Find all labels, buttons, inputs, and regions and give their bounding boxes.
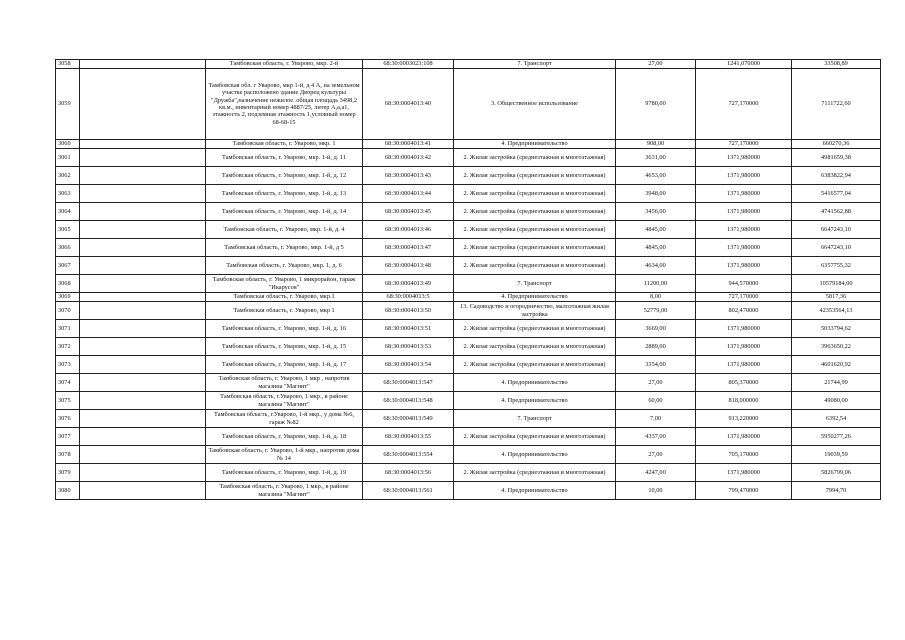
blank-column [80, 428, 206, 446]
land-use-cell: 2. Жилая застройка (среднеэтажная и многоэтажная) [454, 239, 616, 257]
row-number: 3068 [56, 275, 80, 293]
address-cell: Тамбовская область, г. Уварово, мкр. 1-й, д. 11 [206, 149, 363, 167]
cadastral-value-cell: 19039,59 [792, 446, 881, 464]
cadastral-value-cell: 6383822,94 [792, 167, 881, 185]
address-cell: Тамбовская область, г. Уварово, 1 мкр , напротив магазина "Магнит" [206, 374, 363, 392]
row-number: 3071 [56, 320, 80, 338]
blank-column [80, 446, 206, 464]
cadastral-number-cell: 68:30:0004013:547 [363, 374, 454, 392]
table-row [56, 203, 881, 221]
blank-column [80, 149, 206, 167]
specific-value-cell: 944,570000 [696, 275, 792, 293]
cadastral-value-cell: 5416577,04 [792, 185, 881, 203]
cadastral-value-cell: 4601620,92 [792, 356, 881, 374]
cadastral-number-cell: 68:30:0004013:40 [363, 69, 454, 140]
cadastral-value-cell: 6647243,10 [792, 221, 881, 239]
cadastral-value-cell: 42353564,13 [792, 302, 881, 320]
cadastral-number-cell: 68:30:0004013:548 [363, 392, 454, 410]
area-cell: 9780,00 [616, 69, 696, 140]
blank-column [80, 69, 206, 140]
blank-column [80, 392, 206, 410]
area-cell: 27,00 [616, 446, 696, 464]
blank-column [80, 293, 206, 302]
land-use-cell: 2. Жилая застройка (среднеэтажная и многоэтажная) [454, 185, 616, 203]
area-cell: 52779,00 [616, 302, 696, 320]
cadastral-number-cell: 68:30:0004013:554 [363, 446, 454, 464]
specific-value-cell: 1371,980000 [696, 338, 792, 356]
cadastral-value-cell: 6357755,32 [792, 257, 881, 275]
blank-column [80, 275, 206, 293]
row-number: 3072 [56, 338, 80, 356]
area-cell: 3456,00 [616, 203, 696, 221]
row-number: 3077 [56, 428, 80, 446]
cadastral-number-cell: 68:30:0004013:48 [363, 257, 454, 275]
blank-column [80, 140, 206, 149]
land-use-cell: 4. Предпринимательство [454, 374, 616, 392]
table-row [56, 338, 881, 356]
cadastral-value-cell: 6392,54 [792, 410, 881, 428]
blank-column [80, 257, 206, 275]
specific-value-cell: 799,470000 [696, 482, 792, 500]
specific-value-cell: 727,170000 [696, 293, 792, 302]
row-number: 3064 [56, 203, 80, 221]
land-use-cell: 7. Транспорт [454, 60, 616, 69]
address-cell: Тамбовская область, г. Уварово, 1 мкр., в районе магазина "Магнит" [206, 482, 363, 500]
address-cell: Тамбовская область, г. Уварово, мкр.1 [206, 293, 363, 302]
table-row [56, 302, 881, 320]
row-number: 3069 [56, 293, 80, 302]
specific-value-cell: 805,370000 [696, 374, 792, 392]
table-row [56, 140, 881, 149]
land-use-cell: 2. Жилая застройка (среднеэтажная и многоэтажная) [454, 221, 616, 239]
area-cell: 8,00 [616, 293, 696, 302]
cadastral-number-cell: 68:30:0004013:43 [363, 167, 454, 185]
land-use-cell: 7. Транспорт [454, 410, 616, 428]
blank-column [80, 239, 206, 257]
area-cell: 7,00 [616, 410, 696, 428]
cadastral-number-cell: 68:30:0004013:42 [363, 149, 454, 167]
row-number: 3066 [56, 239, 80, 257]
cadastral-value-table [55, 59, 881, 500]
row-number: 3063 [56, 185, 80, 203]
cadastral-number-cell: 68:30:0004013:561 [363, 482, 454, 500]
specific-value-cell: 818,000000 [696, 392, 792, 410]
specific-value-cell: 1371,980000 [696, 203, 792, 221]
address-cell: Тамбовская область, г. Уварово, мкр. 1-й, д. 18 [206, 428, 363, 446]
table-row [56, 428, 881, 446]
land-use-cell: 13. Садоводство и огородничество, малоэтажная жилая застройка [454, 302, 616, 320]
land-use-cell: 7. Транспорт [454, 275, 616, 293]
cadastral-value-cell: 660270,36 [792, 140, 881, 149]
land-use-cell: 4. Предпринимательство [454, 140, 616, 149]
area-cell: 10,00 [616, 482, 696, 500]
table-row [56, 60, 881, 69]
table-row [56, 149, 881, 167]
row-number: 3078 [56, 446, 80, 464]
row-number: 3073 [56, 356, 80, 374]
row-number: 3067 [56, 257, 80, 275]
area-cell: 3354,00 [616, 356, 696, 374]
table-row [56, 239, 881, 257]
specific-value-cell: 1371,980000 [696, 320, 792, 338]
specific-value-cell: 1371,980000 [696, 167, 792, 185]
specific-value-cell: 1241,070000 [696, 60, 792, 69]
land-use-cell: 2. Жилая застройка (среднеэтажная и многоэтажная) [454, 203, 616, 221]
cadastral-number-cell: 68:30:0004013:51 [363, 320, 454, 338]
land-use-cell: 2. Жилая застройка (среднеэтажная и многоэтажная) [454, 428, 616, 446]
address-cell: Тамбовская область, г. Уварово, мкр. 1-й, д. 4 [206, 221, 363, 239]
table-row [56, 167, 881, 185]
address-cell: Тамбовская область, г. Уварово, мкр. 2-й [206, 60, 363, 69]
land-use-cell: 4. Предпринимательство [454, 293, 616, 302]
table-row [56, 257, 881, 275]
address-cell: Тамбовская область, г. Уварово, мкр. 1-й, д. 19 [206, 464, 363, 482]
table-row [56, 374, 881, 392]
land-use-cell: 2. Жилая застройка (среднеэтажная и многоэтажная) [454, 257, 616, 275]
blank-column [80, 185, 206, 203]
blank-column [80, 464, 206, 482]
address-cell: Тамбовская область, г. Уварово, мкр. 1-й, д. 12 [206, 167, 363, 185]
table-row [56, 482, 881, 500]
area-cell: 4634,00 [616, 257, 696, 275]
cadastral-number-cell: 68:30:0004013:46 [363, 221, 454, 239]
table-row [56, 356, 881, 374]
blank-column [80, 203, 206, 221]
cadastral-number-cell: 68:30:0004013:45 [363, 203, 454, 221]
row-number: 3075 [56, 392, 80, 410]
table-row [56, 293, 881, 302]
cadastral-number-cell: 68:30:0004013:56 [363, 464, 454, 482]
land-use-cell: 4. Предпринимательство [454, 392, 616, 410]
table-row [56, 446, 881, 464]
table-row [56, 221, 881, 239]
area-cell: 3669,00 [616, 320, 696, 338]
land-use-cell: 2. Жилая застройка (среднеэтажная и многоэтажная) [454, 149, 616, 167]
specific-value-cell: 1371,980000 [696, 221, 792, 239]
area-cell: 27,00 [616, 60, 696, 69]
cadastral-number-cell: 68:30:0004013:55 [363, 428, 454, 446]
address-cell: Тамбовская область, г. Уварово, мкр. 1-й, д 5 [206, 239, 363, 257]
table-row [56, 392, 881, 410]
blank-column [80, 167, 206, 185]
cadastral-value-cell: 5817,36 [792, 293, 881, 302]
cadastral-value-cell: 10579184,00 [792, 275, 881, 293]
area-cell: 4845,00 [616, 221, 696, 239]
cadastral-number-cell: 68:30:0004013:549 [363, 410, 454, 428]
row-number: 3059 [56, 69, 80, 140]
specific-value-cell: 1371,980000 [696, 257, 792, 275]
address-cell: Тамбовская обл. г Уварово, мкр 1-й, д 4 А, на земельном участке расположено здание Дворец культуры "Дружба",назначение нежилое. общая площадь 3498,2 кв.м., инвентарный номер 4887/25, литер А,а,а1, этажность 2, подземная этажность 1,условный номер 68-68-15 [206, 69, 363, 140]
blank-column [80, 320, 206, 338]
row-number: 3076 [56, 410, 80, 428]
area-cell: 11200,00 [616, 275, 696, 293]
address-cell: Тамбовская область, г. Уварово, мкр. 1-й, д. 14 [206, 203, 363, 221]
cadastral-value-cell: 21744,99 [792, 374, 881, 392]
cadastral-value-cell: 6647243,10 [792, 239, 881, 257]
blank-column [80, 302, 206, 320]
area-cell: 3631,00 [616, 149, 696, 167]
address-cell: Тамбовская область, г. Уварово, мкр. 1, д. 6 [206, 257, 363, 275]
specific-value-cell: 705,170000 [696, 446, 792, 464]
cadastral-number-cell: 68:30:0004013:44 [363, 185, 454, 203]
table-row [56, 464, 881, 482]
row-number: 3080 [56, 482, 80, 500]
area-cell: 4653,00 [616, 167, 696, 185]
land-use-cell: 4. Предпринимательство [454, 446, 616, 464]
cadastral-number-cell: 68:30:0003023:108 [363, 60, 454, 69]
specific-value-cell: 802,470000 [696, 302, 792, 320]
land-use-cell: 2. Жилая застройка (среднеэтажная и многоэтажная) [454, 464, 616, 482]
address-cell: Тамбовская область, г. Уварово, мкр. 1-й, д. 17 [206, 356, 363, 374]
cadastral-value-cell: 33508,89 [792, 60, 881, 69]
table-row [56, 410, 881, 428]
specific-value-cell: 1371,980000 [696, 428, 792, 446]
cadastral-value-cell: 3963650,22 [792, 338, 881, 356]
specific-value-cell: 1371,980000 [696, 356, 792, 374]
address-cell: Тамбовская область, г. Уварово, мкр. 1-й, д. 13 [206, 185, 363, 203]
blank-column [80, 60, 206, 69]
cadastral-value-cell: 5826799,06 [792, 464, 881, 482]
specific-value-cell: 913,220000 [696, 410, 792, 428]
table-row [56, 320, 881, 338]
area-cell: 3948,00 [616, 185, 696, 203]
specific-value-cell: 727,170000 [696, 140, 792, 149]
blank-column [80, 482, 206, 500]
table-row [56, 69, 881, 140]
address-cell: Тамбовская область, г.Уварово, 1-й мкр., у дома №6, гараж №82 [206, 410, 363, 428]
land-use-cell: 3. Общественное использование [454, 69, 616, 140]
cadastral-number-cell: 68:30:0004013:5 [363, 293, 454, 302]
row-number: 3060 [56, 140, 80, 149]
land-use-cell: 2. Жилая застройка (среднеэтажная и многоэтажная) [454, 167, 616, 185]
address-cell: Тамбовская область, г. Уварово, мкр 1 [206, 302, 363, 320]
address-cell: Тамбовская область, г. Уварово, мкр. 1-й, д. 16 [206, 320, 363, 338]
area-cell: 908,00 [616, 140, 696, 149]
cadastral-value-cell: 5033794,62 [792, 320, 881, 338]
area-cell: 4247,00 [616, 464, 696, 482]
specific-value-cell: 727,170000 [696, 69, 792, 140]
specific-value-cell: 1371,980000 [696, 185, 792, 203]
row-number: 3061 [56, 149, 80, 167]
address-cell: Тамбовская область, г. Уварово, 1-й мкр., напротив дома № 14 [206, 446, 363, 464]
area-cell: 4337,00 [616, 428, 696, 446]
table-row [56, 185, 881, 203]
address-cell: Тамбовская область, г. Уварово, 1 микрорайон, гараж "Икарусов" [206, 275, 363, 293]
blank-column [80, 410, 206, 428]
address-cell: Тамбовская область, г.Уварово, 1 мкр., в районе магазина "Магнит" [206, 392, 363, 410]
area-cell: 4845,00 [616, 239, 696, 257]
row-number: 3058 [56, 60, 80, 69]
cadastral-number-cell: 68:30:0004013:54 [363, 356, 454, 374]
cadastral-value-cell: 4981659,38 [792, 149, 881, 167]
row-number: 3074 [56, 374, 80, 392]
cadastral-number-cell: 68:30:0004013:49 [363, 275, 454, 293]
row-number: 3065 [56, 221, 80, 239]
blank-column [80, 221, 206, 239]
area-cell: 60,00 [616, 392, 696, 410]
table-row [56, 275, 881, 293]
specific-value-cell: 1371,980000 [696, 239, 792, 257]
blank-column [80, 374, 206, 392]
address-cell: Тамбовская область, г. Уварово, мкр. 1 [206, 140, 363, 149]
cadastral-number-cell: 68:30:0004013:47 [363, 239, 454, 257]
blank-column [80, 338, 206, 356]
cadastral-number-cell: 68:30:0004013:41 [363, 140, 454, 149]
table-body [56, 60, 881, 500]
land-use-cell: 4. Предпринимательство [454, 482, 616, 500]
row-number: 3070 [56, 302, 80, 320]
blank-column [80, 356, 206, 374]
area-cell: 27,00 [616, 374, 696, 392]
cadastral-value-cell: 49080,00 [792, 392, 881, 410]
cadastral-number-cell: 68:30:0004013:50 [363, 302, 454, 320]
cadastral-value-cell: 7994,70 [792, 482, 881, 500]
cadastral-value-cell: 7111722,60 [792, 69, 881, 140]
land-use-cell: 2. Жилая застройка (среднеэтажная и многоэтажная) [454, 320, 616, 338]
specific-value-cell: 1371,980000 [696, 464, 792, 482]
specific-value-cell: 1371,980000 [696, 149, 792, 167]
cadastral-number-cell: 68:30:0004013:53 [363, 338, 454, 356]
row-number: 3079 [56, 464, 80, 482]
area-cell: 2889,00 [616, 338, 696, 356]
cadastral-value-cell: 4741562,88 [792, 203, 881, 221]
land-use-cell: 2. Жилая застройка (среднеэтажная и многоэтажная) [454, 356, 616, 374]
cadastral-value-cell: 5950277,26 [792, 428, 881, 446]
address-cell: Тамбовская область, г. Уварово, мкр. 1-й, д. 15 [206, 338, 363, 356]
row-number: 3062 [56, 167, 80, 185]
land-use-cell: 2. Жилая застройка (среднеэтажная и многоэтажная) [454, 338, 616, 356]
